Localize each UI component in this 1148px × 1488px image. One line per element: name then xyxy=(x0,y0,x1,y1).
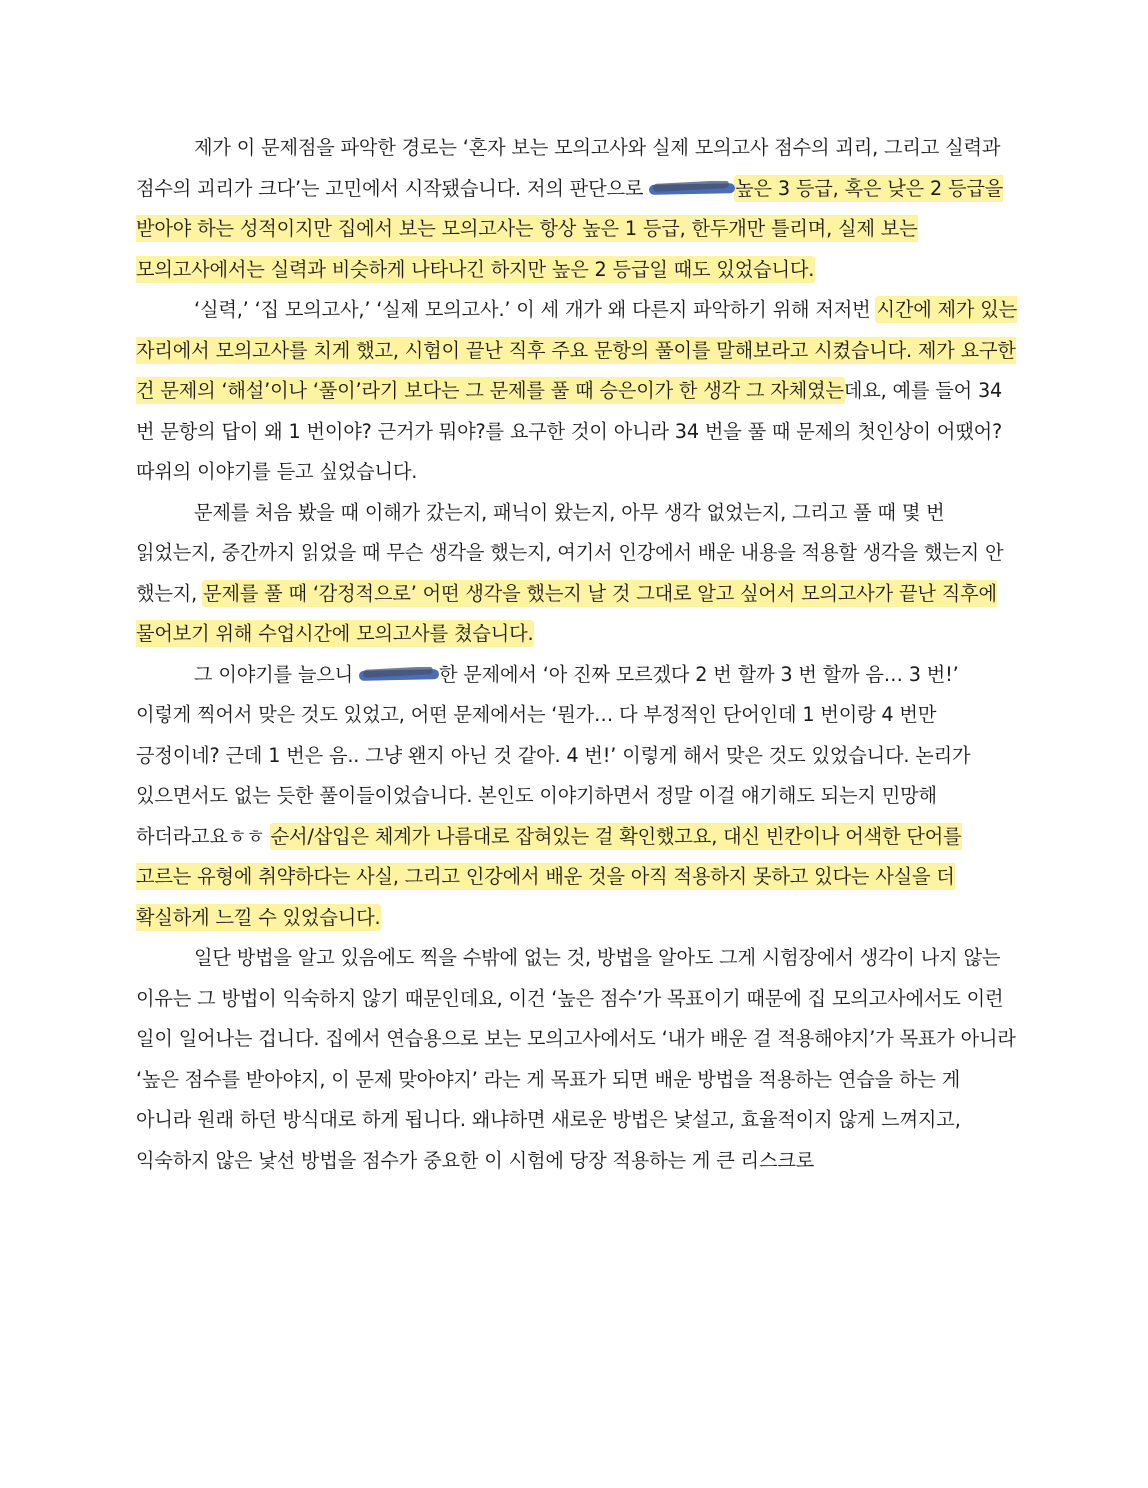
paragraph-1 xyxy=(136,128,1018,290)
redaction-mark-icon xyxy=(359,667,439,683)
text-run-highlighted: 높은 3 등급, 혹은 낮은 2 등급을 받아야 하는 성적이지만 집에서 보는 모의고사는 항상 높은 1 등급, 한두개만 틀리며, 실제 보는 모의고사에서는 실력과 비슷하게 나타나긴 하지만 높은 2 등급일 때도 있었습니다. xyxy=(136,176,1004,281)
text-run-highlighted: 시간에 제가 있는 자리에서 모의고사를 치게 했고, 시험이 끝난 직후 주요 문항의 풀이를 말해보라고 시켰습니다. 제가 요구한 건 문제의 ‘해설’이나 ‘풀이’라기 보다는 그 문제를 풀 때 승은이가 한 생각 그 자체였는 xyxy=(136,298,1018,402)
paragraph-2 xyxy=(136,290,1018,493)
text-run-plain: 문제를 처음 봤을 때 이해가 갔는지, 패닉이 왔는지, 아무 생각 없었는지, 그리고 풀 때 몇 번 읽었는지, 중간까지 읽었을 때 무슨 생각을 했는지, 여기서 인강에서 배운 내용을 적용할 생각을 했는지 안 했는지, xyxy=(136,500,1004,605)
text-run-plain: 제가 이 문제점을 파악한 경로는 ‘혼자 보는 모의고사와 실제 모의고사 점수의 괴리, 그리고 실력과 점수의 괴리가 크다’는 고민에서 시작됐습니다. 저의 판단으로 xyxy=(136,136,1001,200)
redaction-mark-icon xyxy=(649,181,735,197)
text-run-plain-2: 데요, 예를 들어 34 번 문항의 답이 왜 1 번이야? 근거가 뭐야?를 요구한 것이 아니라 34 번을 풀 때 문제의 첫인상이 어땠어? 따위의 이야기를 듣고 싶었습니다. xyxy=(136,379,1003,483)
text-run-highlighted: 문제를 풀 때 ‘감정적으로’ 어떤 생각을 했는지 날 것 그대로 알고 싶어서 모의고사가 끝난 직후에 물어보기 위해 수업시간에 모의고사를 쳤습니다. xyxy=(136,581,997,645)
text-run-plain-2: 한 문제에서 ‘아 진짜 모르겠다 2 번 할까 3 번 할까 음… 3 번!’ 이렇게 찍어서 맞은 것도 있었고, 어떤 문제에서는 ‘뭔가… 다 부정적인 단어인데 1 번이랑 4 번만 긍정이네? 근데 1 번은 음.. 그냥 왠지 아닌 것 같아. 4 번!’ 이렇게 해서 맞은 것도 있었습니다. 논리가 있으면서도 없는 듯한 풀이들이었습니다. 본인도 이야기하면서 정말 이걸 얘기해도 되는지 민망해 하더라고요ㅎㅎ xyxy=(136,662,971,848)
document-body xyxy=(136,128,1018,1181)
text-run-highlighted: 순서/삽입은 체계가 나름대로 잡혀있는 걸 확인했고요, 대신 빈칸이나 어색한 단어를 고르는 유형에 취약하다는 사실, 그리고 인강에서 배운 것을 아직 적용하지 못하고 있다는 사실을 더 확실하게 느낄 수 있었습니다. xyxy=(136,824,962,929)
paragraph-4 xyxy=(136,655,1018,939)
paragraph-3 xyxy=(136,493,1018,655)
text-run-plain: ‘실력,’ ‘집 모의고사,’ ‘실제 모의고사.’ 이 세 개가 왜 다른지 파악하기 위해 저저번 xyxy=(194,298,877,321)
paragraph-5 xyxy=(136,938,1018,1181)
text-run-plain: 그 이야기를 늘으니 xyxy=(194,662,359,686)
text-run-plain: 일단 방법을 알고 있음에도 찍을 수밖에 없는 것, 방법을 알아도 그게 시험장에서 생각이 나지 않는 이유는 그 방법이 익숙하지 않기 때문인데요, 이건 ‘높은 점수’가 목표이기 때문에 집 모의고사에서도 이런 일이 일어나는 겁니다. 집에서 연습용으로 보는 모의고사에서도 ‘내가 배운 걸 적용해야지’가 목표가 아니라 ‘높은 점수를 받아야지, 이 문제 맞아야지’ 라는 게 목표가 되면 배운 방법을 적용하는 연습을 하는 게 아니라 원래 하던 방식대로 하게 됩니다. 왜냐하면 새로운 방법은 낯설고, 효율적이지 않게 느껴지고, 익숙하지 않은 낯선 방법을 점수가 중요한 이 시험에 당장 적용하는 게 큰 리스크로 xyxy=(136,946,1016,1172)
